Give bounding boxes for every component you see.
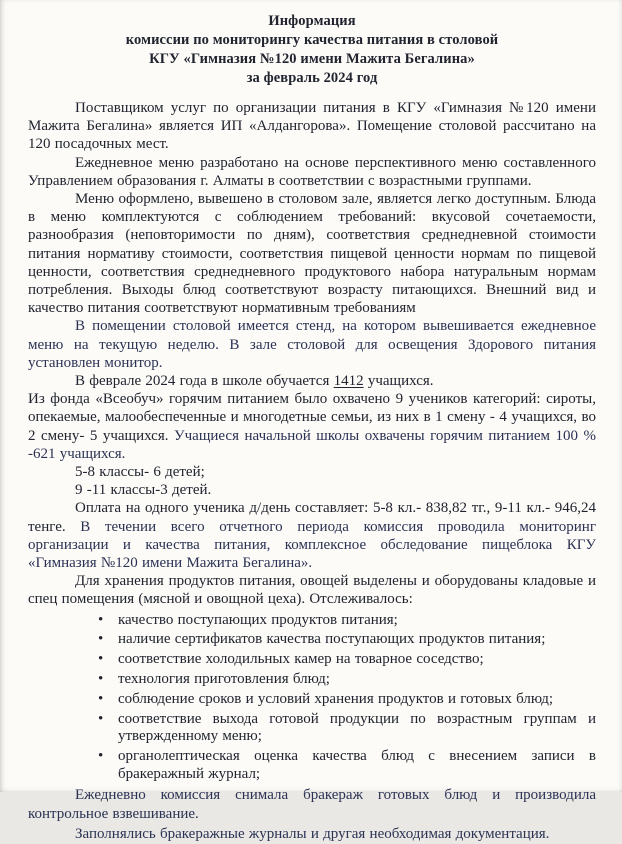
title-line-4: за февраль 2024 год — [246, 70, 378, 86]
list-item-certificates: • наличие сертификатов качества поступающих продуктов питания; — [118, 631, 596, 649]
list-item-storage-terms: • соблюдение сроков и условий хранения продуктов и готовых блюд; — [118, 691, 596, 709]
title-line-1: Информация — [268, 13, 356, 29]
line-grades-5-8: 5-8 классы- 6 детей; — [75, 464, 205, 481]
paragraph-supplier: Поставщиком услуг по организации питания в КГУ «Гимназия №120 имени Мажита Бегалина» является ИП «Алдангорова». Помещение столовой рассчитано на 120 посадочных мест. — [28, 100, 596, 153]
vseobuch-sentence-2: Учащиеся начальной школы охвачены горячим питанием 100 % -621 учащихся. — [28, 427, 597, 462]
list-item-product-quality: • качество поступающих продуктов питания; — [118, 612, 596, 630]
paragraph-vseobuch-fund — [28, 390, 596, 463]
paragraph-daily-control: Ежедневно комиссия снимала бракераж готовых блюд и производила контрольное взвешивание. — [28, 786, 596, 823]
title-line-3: КГУ «Гимназия №120 имени Мажита Бегалина» — [149, 51, 475, 67]
payment-sentence-1: Оплата на одного ученика д/день составляет: 5-8 кл.- 838,82 тг., 9-11 кл.- 946,24 тенге. — [28, 500, 596, 535]
paragraph-storage: Для хранения продуктов питания, овощей выделены и оборудованы кладовые и спец помещения (мясной и овощной цеха). Отслеживалось: — [28, 573, 596, 608]
line-grades-9-11: 9 -11 классы-3 детей. — [75, 482, 212, 499]
list-item-organoleptic: • органолептическая оценка качества блюд с внесением записи в бракеражный журнал; — [118, 748, 596, 784]
paragraph-menu-requirements: Меню оформлено, вывешено в столовом зале, является легко доступным. Блюда в меню комплектуются с соблюдением требований: вкусовой сочетаемости, разнообразия (неповторимости по дням), соответствия среднедневной стоимости питания нормативу стоимости, соответствия пищевой ценности нормам по пищевой ценности, соответствия среднедневного продуктового набора натуральным нормам потребления. Выходы блюд соответствуют возрасту питающихся. Внешний вид и качество питания соответствуют нормативным требованиям — [28, 191, 596, 317]
enrollment-prefix: В феврале 2024 года в школе обучается — [75, 373, 334, 390]
paragraph-journals: Заполнялись бракеражные журналы и другая необходимая документация. — [75, 825, 550, 842]
monitoring-checklist — [28, 612, 596, 784]
list-item-output-compliance: • соответствие выхода готовой продукции по возрастным группам и утвержденному меню; — [118, 711, 596, 747]
paragraph-menu-development: Ежедневное меню разработано на основе перспективного меню составленного Управлением образования г. Алматы в соответствии с возрастными группами. — [28, 154, 596, 189]
list-item-cooking-technology: • технология приготовления блюд; — [118, 671, 596, 689]
list-item-fridge-compliance: • соответствие холодильных камер на товарное соседство; — [118, 651, 596, 669]
paragraph-enrollment — [28, 372, 596, 390]
paragraph-menu-stand: В помещении столовой имеется стенд, на котором вывешивается ежедневное меню на текущую неделю. В зале столовой для освещения Здорового питания установлен монитор. — [28, 318, 596, 371]
paragraph-payment — [28, 499, 596, 572]
enrollment-suffix: учащихся. — [363, 373, 434, 390]
vseobuch-sentence-1: Из фонда «Всеобуч» горячим питанием было охвачено 9 учеников категорий: сироты, опекаемые, малообеспеченные и многодетные семьи, из них в 1 смену - 4 учащихся, во 2 смену- 5 учащихся. — [28, 391, 596, 444]
payment-sentence-2: В течении всего отчетного периода комиссия проводила мониторинг организации и качества питания, комплексное обследование пищеблока КГУ «Гимназия №120 имени Мажита Бегалина». — [28, 518, 596, 572]
enrollment-count: 1412 — [333, 373, 364, 390]
title-line-2: комиссии по мониторингу качества питания в столовой — [125, 32, 499, 48]
document-title — [28, 12, 596, 88]
